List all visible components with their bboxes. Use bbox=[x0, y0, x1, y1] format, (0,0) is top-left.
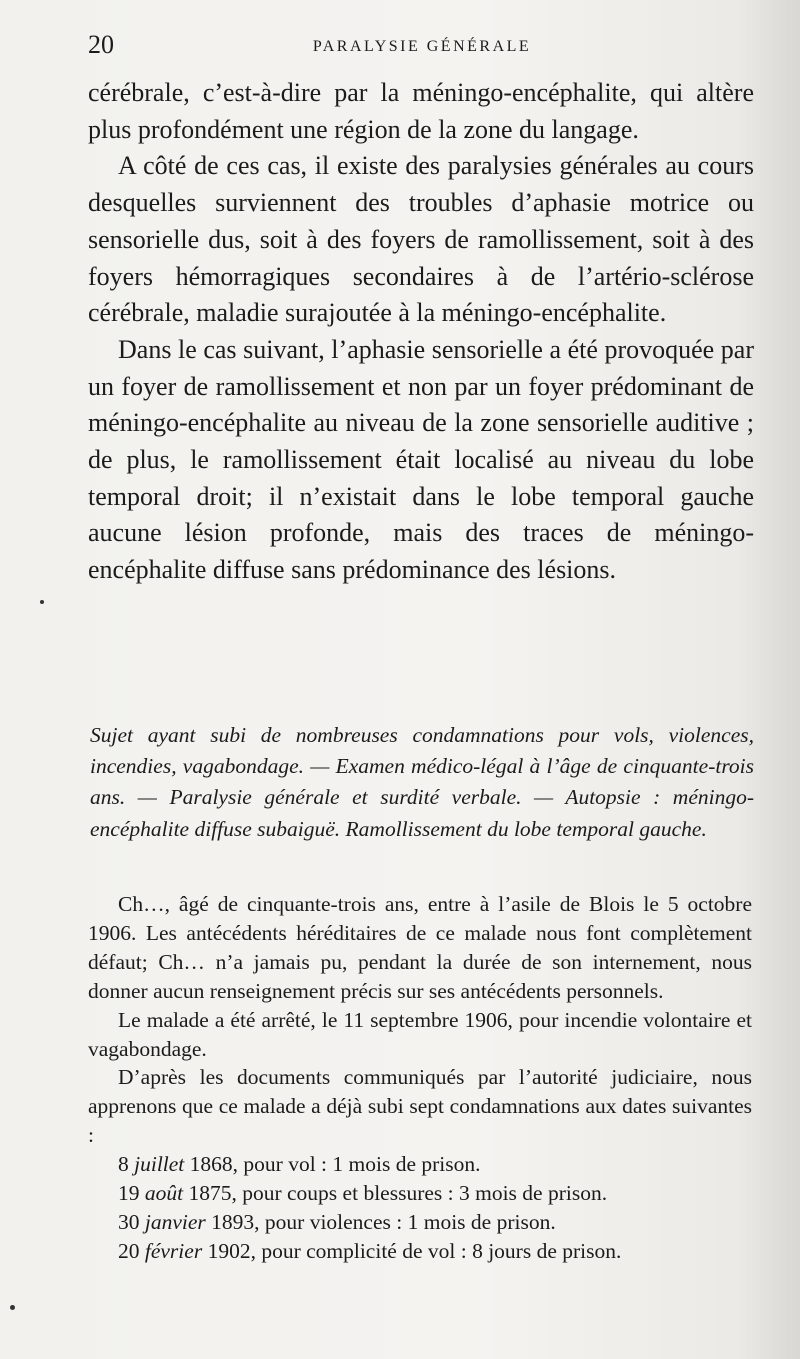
conviction-month: janvier bbox=[144, 1209, 206, 1234]
conviction-year: 1893, bbox=[211, 1209, 260, 1234]
margin-ink-dot bbox=[40, 600, 44, 604]
conviction-text: pour vol : 1 mois de prison. bbox=[243, 1152, 481, 1177]
conviction-year: 1902, bbox=[207, 1238, 256, 1263]
conviction-year: 1875, bbox=[188, 1181, 237, 1206]
conviction-item bbox=[118, 1208, 752, 1237]
conviction-item bbox=[118, 1179, 752, 1208]
margin-ink-dot bbox=[10, 1305, 15, 1310]
paragraph: D’après les documents communiqués par l’autorité judiciaire, nous apprenons que ce malade a déjà subi sept condamnations aux dates suivantes : bbox=[88, 1065, 752, 1148]
conviction-month: août bbox=[144, 1181, 184, 1206]
page-header bbox=[88, 30, 756, 64]
conviction-text: pour violences : 1 mois de prison. bbox=[264, 1209, 556, 1234]
paragraph: cérébrale, c’est-à-dire par la méningo-encéphalite, qui altère plus profondément une région de la zone du langage. bbox=[88, 78, 754, 144]
conviction-day: 20 bbox=[118, 1238, 140, 1263]
paragraph: Ch…, âgé de cinquante-trois ans, entre à l’asile de Blois le 5 octobre 1906. Les antécédents héréditaires de ce malade nous font complètement défaut; Ch… n’a jamais pu, pendant la durée de son internement, nous donner aucun renseignement précis sur ses antécédents personnels. bbox=[88, 892, 752, 1003]
conviction-month: juillet bbox=[134, 1152, 185, 1177]
page-number: 20 bbox=[88, 30, 114, 59]
conviction-day: 8 bbox=[118, 1152, 129, 1177]
paragraph: A côté de ces cas, il existe des paralysies générales au cours desquelles surviennent des troubles d’aphasie motrice ou sensorielle dus, soit à des foyers de ramollissement, soit à des foyers hémorragiques secondaires à de l’artério-sclérose cérébrale, maladie surajoutée à la méningo-encéphalite. bbox=[88, 151, 754, 328]
running-title: PARALYSIE GÉNÉRALE bbox=[312, 38, 532, 55]
conviction-day: 19 bbox=[118, 1181, 140, 1206]
intro-text bbox=[88, 75, 754, 589]
conviction-month: février bbox=[144, 1238, 203, 1263]
conviction-day: 30 bbox=[118, 1209, 140, 1234]
case-report bbox=[88, 890, 752, 1266]
convictions-list bbox=[88, 1150, 752, 1266]
conviction-text: pour coups et blessures : 3 mois de prison. bbox=[242, 1181, 608, 1206]
paragraph: Dans le cas suivant, l’aphasie sensorielle a été provoquée par un foyer de ramollissement et non par un foyer prédominant de méningo-encéphalite au niveau de la zone sensorielle auditive ; de plus, le ramollissement était localisé au niveau du lobe temporal droit; il n’existait dans le lobe temporal gauche aucune lésion profonde, mais des traces de méningo-encéphalite diffuse sans prédominance des lésions. bbox=[88, 334, 754, 585]
conviction-text: pour complicité de vol : 8 jours de prison. bbox=[261, 1238, 622, 1263]
conviction-item bbox=[118, 1237, 752, 1266]
paragraph: Le malade a été arrêté, le 11 septembre 1906, pour incendie volontaire et vagabondage. bbox=[88, 1007, 752, 1061]
conviction-item bbox=[118, 1150, 752, 1179]
conviction-year: 1868, bbox=[189, 1152, 239, 1177]
case-summary: Sujet ayant subi de nombreuses condamnations pour vols, violences, incendies, vagabondage. — Examen médico-légal à l’âge de cinquante-trois ans. — Paralysie générale et surdité verbale. — Autopsie : méningo-encéphalite diffuse subaiguë. Ramollissement du lobe temporal gauche. bbox=[90, 723, 754, 841]
